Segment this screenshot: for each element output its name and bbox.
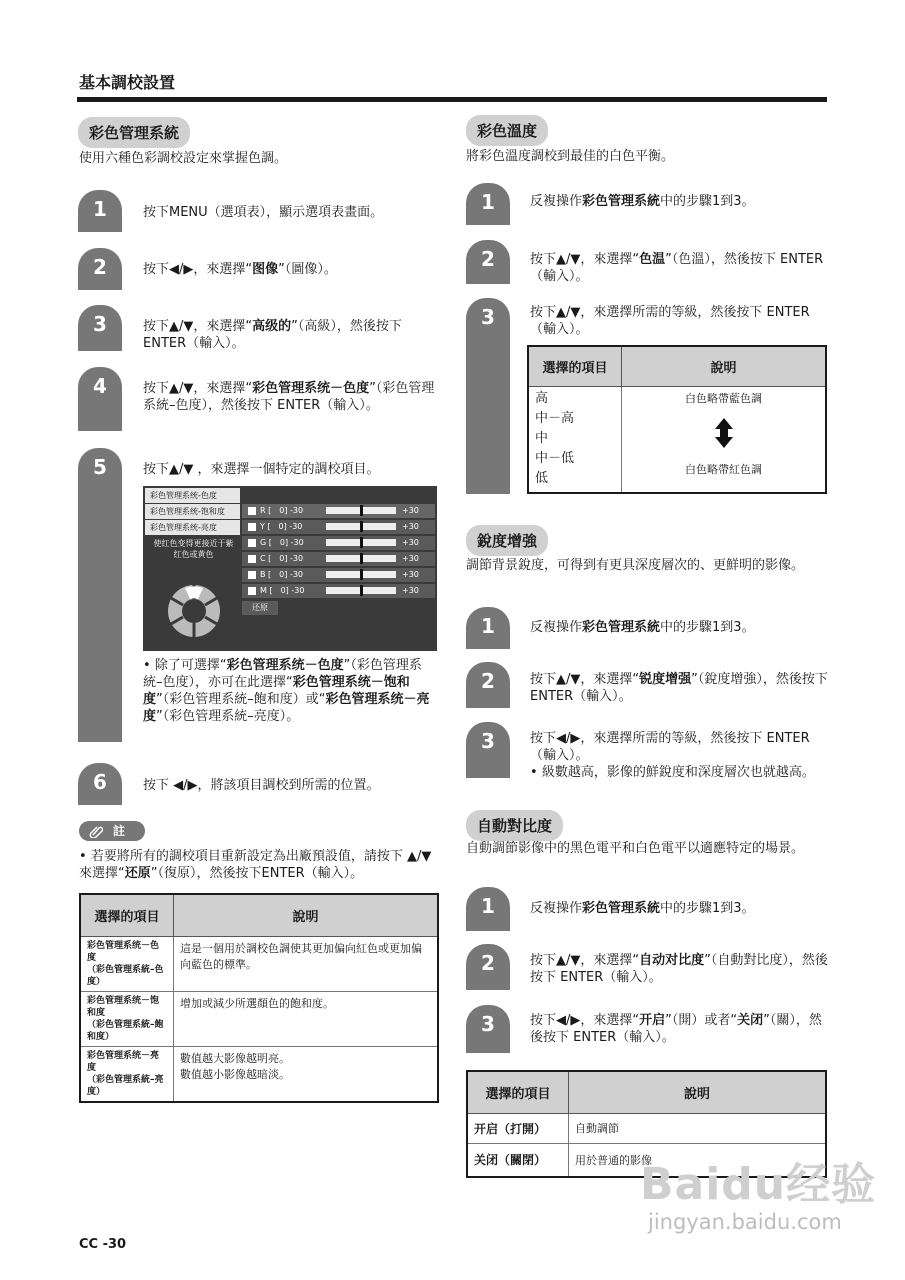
- table-cell: 自動調節: [569, 1113, 827, 1143]
- step-text: 按下◀/▶，來選擇所需的等級，然後按下 ENTER（輸入）。 • 級數越高，影像的鮮銳度和深度層次也就越高。: [530, 731, 815, 780]
- section-title-sharpness: 銳度增強: [466, 525, 548, 556]
- osd-menu-item: 彩色管理系统-亮度: [145, 520, 240, 535]
- paperclip-icon: [89, 824, 103, 838]
- step-number: 1: [466, 887, 510, 931]
- table-cell: 彩色管理系统－饱和度 （彩色管理系統–飽和度）: [80, 991, 174, 1046]
- table-header: 說明: [622, 346, 827, 386]
- step-text: 按下▲/▼，來選擇“锐度增强”（銳度增強），然後按下 ENTER（輸入）。: [530, 672, 828, 704]
- table-cell: 增加或減少所選顏色的飽和度。: [174, 991, 439, 1046]
- cms-table: [79, 893, 439, 1103]
- osd-row-r[interactable]: R [ 0] -30 +30: [242, 504, 435, 518]
- step-number: 3: [466, 298, 510, 494]
- step-number: 3: [466, 1005, 510, 1053]
- step-text: 按下▲/▼，來選擇“自动对比度”（自動對比度），然後按下 ENTER（輸入）。: [530, 953, 828, 985]
- bullet-note: • 除了可選擇“彩色管理系统－色度”（彩色管理系統–色度），亦可在此選擇“彩色管理系统－饱和度”（彩色管理系統–飽和度）或“彩色管理系统－亮度”（彩色管理系統–亮度）。: [143, 658, 430, 724]
- section-desc: 將彩色溫度調校到最佳的白色平衡。: [466, 149, 675, 164]
- step-text: 按下 ◀/▶，將該項目調校到所需的位置。: [143, 778, 380, 793]
- header-rule: [77, 97, 827, 102]
- osd-row-b[interactable]: B [ 0] -30 +30: [242, 568, 435, 582]
- section-desc: 調節背景銳度，可得到有更具深度層次的、更鮮明的影像。: [466, 558, 805, 573]
- osd-row-m[interactable]: M [ 0] -30 +30: [242, 584, 435, 598]
- step-text: 按下MENU（選項表），顯示選項表畫面。: [143, 205, 384, 220]
- osd-menu-item: 彩色管理系统-饱和度: [145, 504, 240, 519]
- color-temp-table: [527, 345, 827, 494]
- level-bottom-text: 白色略帶紅色調: [685, 462, 762, 476]
- step-text: 按下▲/▼，來選擇“色温”（色溫），然後按下 ENTER（輸入）。: [530, 252, 824, 284]
- step-text: 反複操作彩色管理系統中的步驟1到3。: [530, 620, 755, 635]
- osd-row-g[interactable]: G [ 0] -30 +30: [242, 536, 435, 550]
- step-number: 2: [466, 662, 510, 708]
- table-header: 說明: [174, 894, 439, 936]
- table-cell: 开启（打開）: [467, 1113, 569, 1143]
- table-cell: 用於普通的影像: [569, 1143, 827, 1177]
- section-title-auto-contrast: 自動對比度: [466, 810, 563, 841]
- step-number: 3: [78, 305, 122, 351]
- step-number: 2: [466, 240, 510, 284]
- step-number: 1: [466, 183, 510, 225]
- step-text: 按下▲/▼ ，來選擇一個特定的調校項目。: [143, 462, 380, 477]
- table-cell: 數值越大影像越明亮。 數值越小影像越暗淡。: [174, 1046, 439, 1102]
- table-cell: 高 中－高 中 中－低 低: [528, 386, 622, 493]
- step-number: 6: [78, 763, 122, 805]
- step-number: 1: [466, 607, 510, 649]
- table-cell: [622, 386, 827, 493]
- section-title-color-management: 彩色管理系統: [78, 117, 190, 148]
- step-text: 按下◀/▶，來選擇“图像”（圖像）。: [143, 262, 337, 277]
- osd-reset-button[interactable]: 还原: [242, 601, 278, 615]
- up-down-arrow-icon: [715, 418, 733, 448]
- osd-menu-item: 彩色管理系统-色度: [145, 488, 240, 503]
- page-header-title: 基本調校設置: [79, 73, 176, 92]
- osd-menu-screenshot: [143, 486, 437, 651]
- step-number: 5: [78, 448, 122, 742]
- step-text: 按下▲/▼，來選擇所需的等級，然後按下 ENTER（輸入）。: [530, 305, 810, 337]
- table-cell: 彩色管理系统－色度 （彩色管理系統–色度）: [80, 936, 174, 991]
- table-cell: 彩色管理系统－亮度 （彩色管理系統–亮度）: [80, 1046, 174, 1102]
- note-tag: 註: [79, 821, 145, 841]
- page-number: CC -30: [79, 1237, 127, 1252]
- table-header: 選擇的項目: [528, 346, 622, 386]
- step-number: 1: [78, 190, 122, 232]
- watermark-logo: Baidu经验: [640, 1159, 877, 1210]
- section-desc: 自動調節影像中的黑色電平和白色電平以適應特定的場景。: [466, 841, 805, 856]
- table-header: 說明: [569, 1071, 827, 1113]
- osd-row-y[interactable]: Y [ 0] -30 +30: [242, 520, 435, 534]
- note-text: • 若要將所有的調校項目重新設定為出廠預設值，請按下 ▲/▼來選擇“还原”（復原），然後按下ENTER（輸入）。: [79, 849, 432, 881]
- table-cell: 关闭（關閉）: [467, 1143, 569, 1177]
- step-text: 反複操作彩色管理系統中的步驟1到3。: [530, 901, 755, 916]
- osd-row-c[interactable]: C [ 0] -30 +30: [242, 552, 435, 566]
- step-number: 4: [78, 367, 122, 431]
- step-text: 按下▲/▼，來選擇“高级的”（高級），然後按下 ENTER（輸入）。: [143, 319, 402, 351]
- step-number: 2: [78, 248, 122, 290]
- table-cell: 這是一個用於調校色調使其更加偏向紅色或更加偏向藍色的標準。: [174, 936, 439, 991]
- step-number: 2: [466, 944, 510, 990]
- color-wheel-icon: [165, 582, 223, 640]
- step-text: 按下◀/▶，來選擇“开启”（開）或者“关闭”（關），然後按下 ENTER（輸入）。: [530, 1013, 822, 1045]
- step-number: 3: [466, 722, 510, 778]
- step-text: 反複操作彩色管理系統中的步驟1到3。: [530, 194, 755, 209]
- watermark-url: jingyan.baidu.com: [648, 1210, 842, 1234]
- section-desc: 使用六種色彩調校設定來掌握色調。: [79, 151, 288, 166]
- section-title-color-temp: 彩色溫度: [466, 115, 548, 146]
- table-header: 選擇的項目: [467, 1071, 569, 1113]
- step-text: 按下▲/▼，來選擇“彩色管理系统－色度”（彩色管理系統–色度），然後按下 ENTER（輸入）。: [143, 381, 435, 413]
- table-header: 選擇的項目: [80, 894, 174, 936]
- osd-hint: 使红色变得更接近于紫红色或黄色: [153, 539, 234, 559]
- level-top-text: 白色略帶藍色調: [685, 391, 762, 405]
